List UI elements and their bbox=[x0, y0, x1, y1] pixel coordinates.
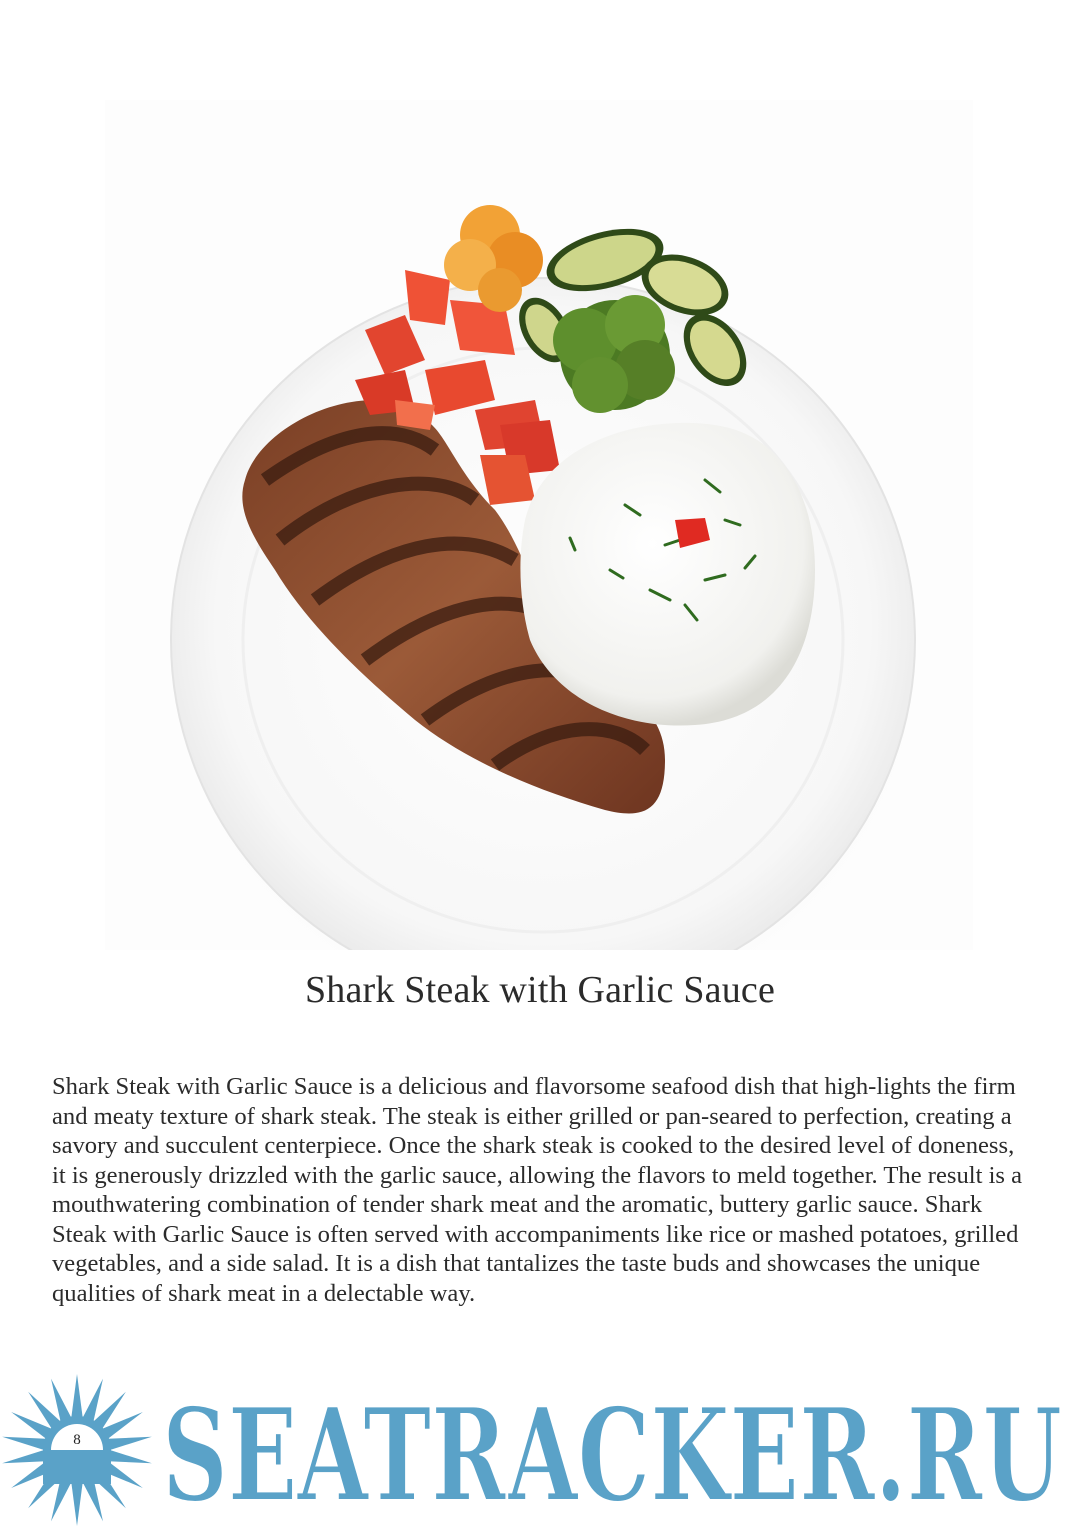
seatracker-watermark-logo bbox=[160, 1394, 1065, 1514]
sun-logo-icon bbox=[0, 1372, 160, 1527]
rice-mound bbox=[520, 423, 815, 726]
page-number: 8 bbox=[73, 1432, 81, 1448]
watermark-text: SEATRACKER.RU bbox=[162, 1394, 1062, 1514]
recipe-title: Shark Steak with Garlic Sauce bbox=[304, 969, 776, 1011]
recipe-description: Shark Steak with Garlic Sauce is a delicious and flavorsome seafood dish that high-lights the firm and meaty texture of shark steak. The steak is either grilled or pan-seared to perfection, creating a savory and succulent centerpiece. Once the shark steak is cooked to the desired level of doneness, it is generously drizzled with the garlic sauce, allowing the flavors to meld together. The result is a mouthwatering combination of tender shark meat and the aromatic, buttery garlic sauce. Shark Steak with Garlic Sauce is often served with accompaniments like rice or mashed potatoes, grilled vegetables, and a side salad. It is a dish that tantalizes the taste buds and showcases the unique qualities of shark meat in a delectable way. bbox=[52, 1073, 1023, 1307]
dish-photo bbox=[105, 100, 973, 950]
